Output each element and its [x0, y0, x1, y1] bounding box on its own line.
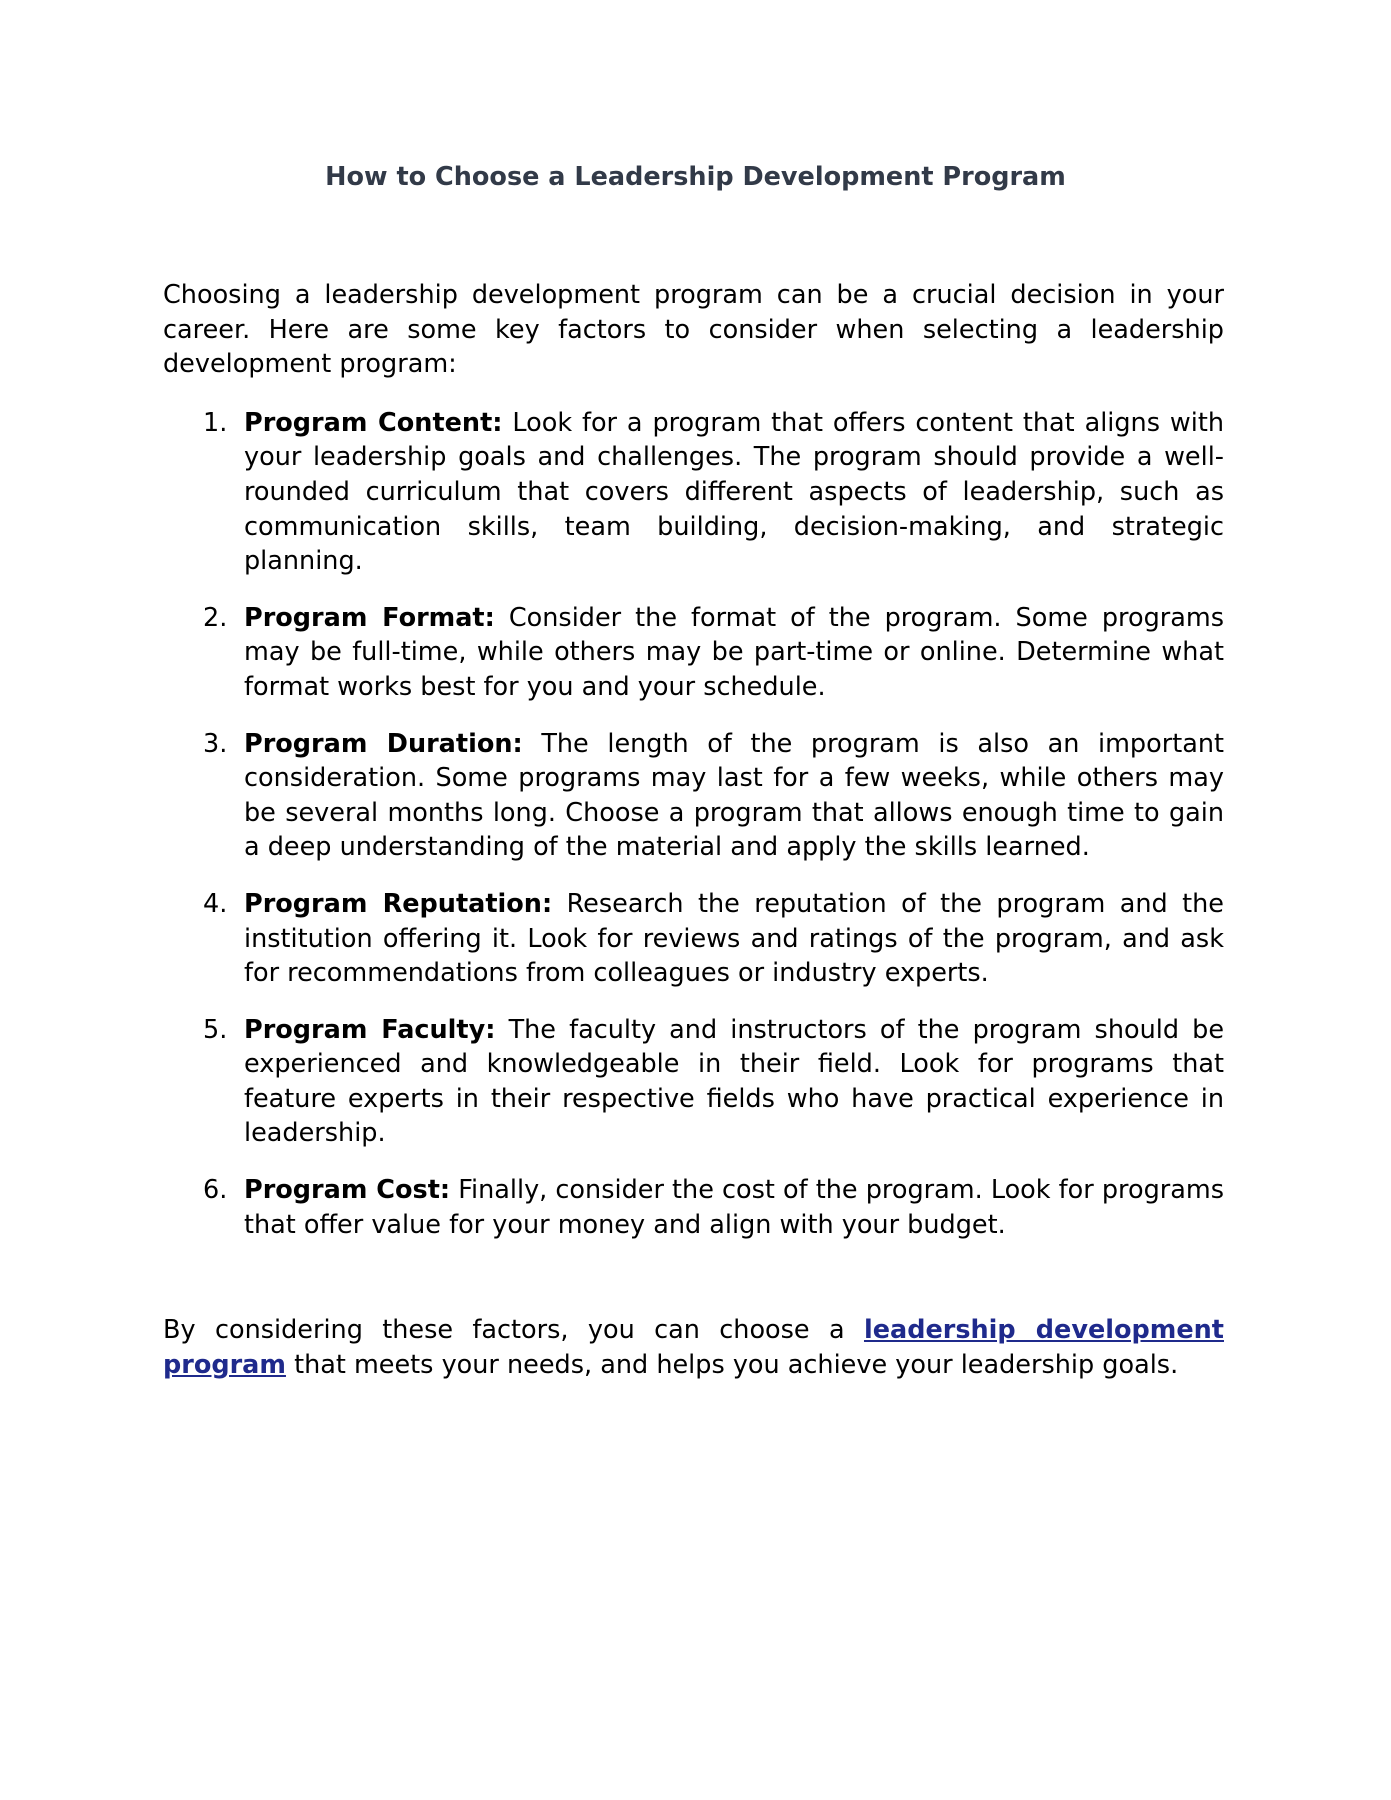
factor-item — [163, 1173, 1224, 1242]
factor-number: 5. — [203, 1014, 228, 1045]
leadership-program-link[interactable]: leadership development program — [163, 1315, 1224, 1380]
factor-item — [163, 601, 1224, 705]
factor-number: 1. — [203, 407, 228, 438]
factor-number: 6. — [203, 1175, 228, 1206]
page-title: How to Choose a Leadership Development Program — [325, 162, 1066, 192]
factor-name: Program Cost: — [244, 1175, 451, 1206]
factors-list — [163, 406, 1224, 1242]
factor-description: Look for a program that offers content that aligns with your leadership goals and challenges. The program should provide a well-rounded curriculum that covers different aspects of leadership, such as communication skills, team building, decision-making, and strategic planning. — [244, 407, 1224, 577]
closing-text-after: that meets your needs, and helps you achieve your leadership goals. — [285, 1349, 1179, 1380]
factor-number: 2. — [203, 602, 228, 633]
factor-name: Program Faculty: — [244, 1014, 496, 1045]
factor-item — [163, 727, 1224, 865]
factor-description: Research the reputation of the program and the institution offering it. Look for reviews and ratings of the program, and ask for recommendations from colleagues or industry experts. — [244, 888, 1224, 989]
closing-paragraph — [163, 1313, 1224, 1382]
factor-item — [163, 887, 1224, 991]
factor-item — [163, 1013, 1224, 1151]
factor-number: 4. — [203, 888, 228, 919]
factor-description: Consider the format of the program. Some programs may be full-time, while others may be part-time or online. Determine what format works best for you and your schedule. — [244, 602, 1224, 702]
factor-description: The faculty and instructors of the program should be experienced and knowledgeable in their field. Look for programs that feature experts in their respective fields who have practical experience in leadership. — [244, 1014, 1225, 1149]
intro-paragraph: Choosing a leadership development program can be a crucial decision in your career. Here are some key factors to consider when selecting a leadership development program: — [163, 280, 1224, 380]
factor-item — [163, 406, 1224, 579]
factor-name: Program Format: — [244, 602, 495, 633]
closing-text-before: By considering these factors, you can choose a — [163, 1315, 864, 1346]
factor-description: Finally, consider the cost of the program. Look for programs that offer value for your money and align with your budget. — [244, 1175, 1224, 1240]
factor-description: The length of the program is also an important consideration. Some programs may last for a few weeks, while others may be several months long. Choose a program that allows enough time to gain a deep understanding of the material and apply the skills learned. — [244, 728, 1224, 863]
factor-number: 3. — [203, 728, 228, 759]
factor-name: Program Duration: — [244, 728, 523, 759]
factor-name: Program Reputation: — [244, 888, 553, 919]
document-body — [163, 278, 1224, 1382]
factor-name: Program Content: — [244, 407, 503, 438]
